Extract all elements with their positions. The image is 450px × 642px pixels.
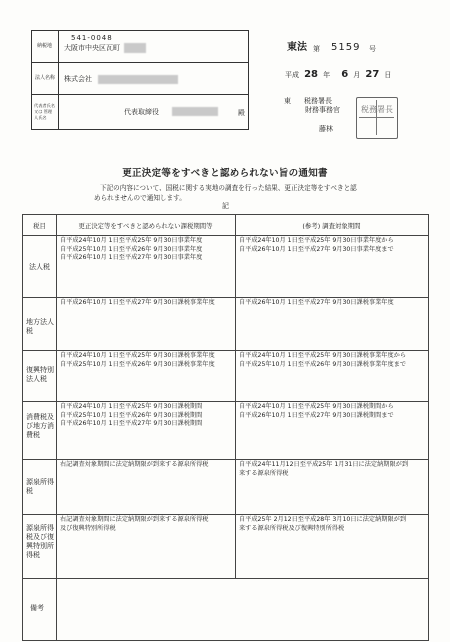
- ki-label: 記: [222, 202, 229, 210]
- doc-number: 5159: [331, 42, 361, 53]
- address-text: 大阪市中央区瓦町: [64, 44, 120, 52]
- table-row: [23, 514, 428, 579]
- date-day-unit: 日: [384, 71, 392, 79]
- period-line: 自平成24年10月 1日至平成25年 9月30日課税期間: [60, 403, 203, 410]
- date-day: 27: [365, 69, 380, 80]
- header-reference: (参考) 調査対象期間: [302, 222, 361, 230]
- doc-number-label: 第: [313, 45, 320, 53]
- date-month-unit: 月: [353, 71, 361, 79]
- tax-table: [22, 214, 429, 641]
- date-year-unit: 年: [323, 71, 331, 79]
- period-line: 自平成24年10月 1日至平成25年 9月30日事業年度: [60, 237, 203, 244]
- reference-line: 自平成26年10月 1日至平成27年 9月30日事業年度まで: [239, 245, 394, 253]
- header-tax: 税目: [33, 222, 46, 230]
- representative-redaction: [172, 107, 218, 116]
- date-month: 6: [341, 69, 349, 80]
- reference-line: 自平成24年11月12日至平成25年 1月31日に法定納期限が到: [239, 461, 409, 468]
- intro-line-1: 下記の内容について、国税に関する実地の調査を行った結果、更正決定等をすべきと認: [100, 184, 357, 192]
- intro-line-2: められませんので通知します。: [94, 194, 186, 202]
- reference-line: 自平成24年10月 1日至平成25年 9月30日事業年度から: [239, 237, 394, 244]
- period-line: 自平成24年10月 1日至平成25年 9月30日課税事業年度: [60, 352, 215, 359]
- period-line: 右記調査対象期間に法定納期限が到来する源泉所得税: [60, 516, 209, 523]
- period-line: 自平成26年10月 1日至平成27年 9月30日課税期間: [60, 420, 203, 427]
- table-row: [23, 459, 428, 515]
- reference-line: 自平成26年10月 1日至平成27年 9月30日課税事業年度: [239, 299, 394, 306]
- row-reference: [239, 299, 394, 308]
- issuer-title2: 財務事務官: [305, 106, 340, 114]
- row-tax-name: 法人税: [29, 263, 50, 271]
- row-periods: [60, 237, 202, 263]
- table-row: [23, 350, 428, 402]
- official-seal-stamp: [356, 97, 398, 139]
- period-line: 自平成25年10月 1日至平成26年 9月30日課税事業年度: [60, 360, 215, 368]
- period-line: 自平成25年10月 1日至平成26年 9月30日課税期間: [60, 411, 203, 419]
- period-line: 自平成26年10月 1日至平成27年 9月30日事業年度: [60, 254, 203, 261]
- row-periods: [60, 516, 209, 533]
- period-line: 及び復興特別所得税: [60, 524, 116, 532]
- reference-line: 自平成26年10月 1日至平成27年 9月30日課税期間まで: [239, 411, 394, 419]
- row-divider: [32, 62, 248, 63]
- period-line: 自平成25年10月 1日至平成26年 9月30日事業年度: [60, 245, 203, 253]
- row-reference: [239, 237, 394, 254]
- company-redaction: [98, 75, 178, 84]
- date-year: 28: [304, 69, 319, 80]
- row-periods: [60, 299, 215, 308]
- representative-title: 代表取締役: [124, 108, 159, 116]
- company-name: 株式会社: [64, 75, 92, 83]
- table-row: [23, 297, 428, 351]
- reference-line: 自平成24年10月 1日至平成25年 9月30日課税事業年度から: [239, 352, 407, 359]
- addressee-box: [31, 30, 249, 130]
- col-sep-remarks: [56, 578, 57, 640]
- issue-date: [285, 62, 391, 81]
- doc-office: 東法: [287, 42, 307, 53]
- period-line: 右記調査対象期間に法定納期限が到来する源泉所得税: [60, 461, 209, 468]
- row-divider: [32, 94, 248, 95]
- issuer-office: 東: [284, 97, 291, 105]
- reference-line: 自平成24年10月 1日至平成25年 9月30日課税期間から: [239, 403, 394, 410]
- row-periods: [60, 461, 209, 470]
- address-redaction: [124, 43, 146, 53]
- header-periods: 更正決定等をすべきと認められない課税期間等: [78, 222, 213, 230]
- postal-code: 541-0048: [71, 34, 113, 42]
- row-tax-name: 地方法人税: [26, 318, 54, 335]
- reference-line: 来する源泉所得税及び復興特別所得税: [239, 524, 345, 532]
- label-company: 法人名称: [35, 75, 56, 81]
- document-title: 更正決定等をすべきと認められない旨の通知書: [122, 168, 328, 179]
- table-row: [23, 235, 428, 298]
- row-tax-name: 源泉所得税及び復興特別所得税: [26, 524, 54, 559]
- row-reference: [239, 516, 406, 533]
- row-periods: [60, 403, 202, 429]
- seal-text: 税務署長: [361, 105, 393, 114]
- remarks-label: 備考: [30, 604, 44, 612]
- row-tax-name: 復興特別法人税: [26, 366, 54, 383]
- issuer-title1: 税務署長: [304, 97, 332, 105]
- row-tax-name: 消費税及び地方消費税: [26, 413, 54, 439]
- reference-line: 来する源泉所得税: [239, 469, 289, 477]
- date-era: 平成: [285, 71, 299, 79]
- row-reference: [239, 403, 394, 420]
- label-representative: 代表者氏名 又は 管理人氏名: [34, 103, 55, 120]
- row-periods: [60, 352, 215, 369]
- label-address: 納税地: [37, 43, 53, 49]
- row-reference: [239, 461, 408, 478]
- issuer-name: 藤林: [319, 125, 333, 133]
- row-reference: [239, 352, 406, 369]
- table-row: [23, 401, 428, 460]
- reference-line: 自平成25年 2月12日至平成28年 3月10日に法定納期限が到: [239, 516, 407, 523]
- period-line: 自平成26年10月 1日至平成27年 9月30日課税事業年度: [60, 299, 215, 306]
- honorific: 殿: [238, 109, 245, 117]
- row-tax-name: 源泉所得税: [26, 478, 54, 495]
- reference-line: 自平成25年10月 1日至平成26年 9月30日課税事業年度まで: [239, 360, 407, 368]
- doc-number-suffix: 号: [369, 45, 376, 53]
